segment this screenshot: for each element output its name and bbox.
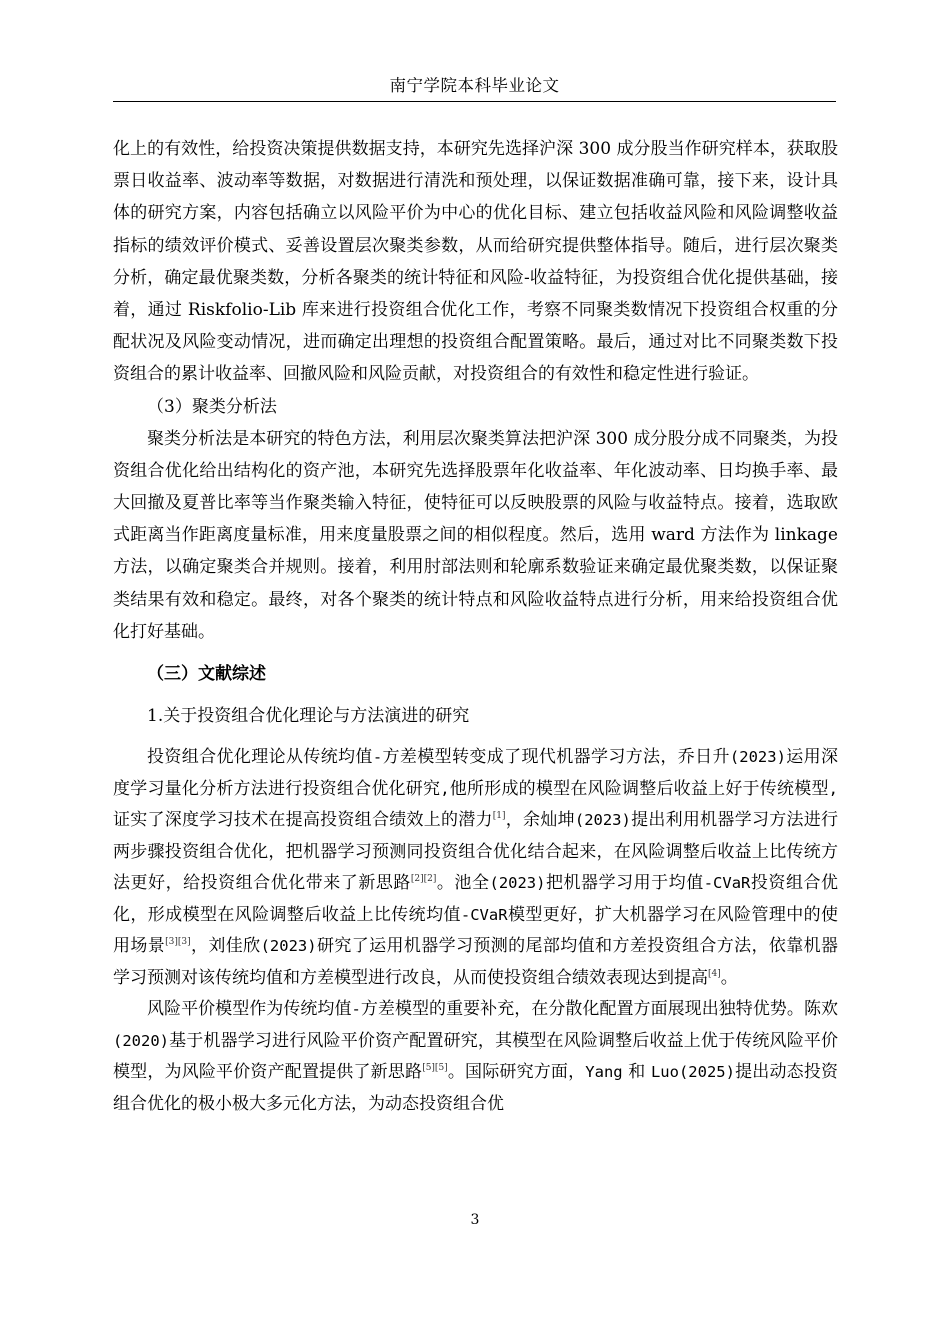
citation-4: [4] — [708, 968, 721, 979]
paragraph-research-design: 化上的有效性，给投资决策提供数据支持，本研究先选择沪深 300 成分股当作研究样本，获取股票日收益率、波动率等数据，对数据进行清洗和预处理，以保证数据准确可靠，接下来，设计具体的研究方案，内容包括确立以风险平价为中心的优化目标、建立包括收益风险和风险调整收益指标的绩效评价模式、妥善设置层次聚类参数，从而给研究提供整体指导。随后，进行层次聚类分析，确定最优聚类数，分析各聚类的统计特征和风险-收益特征，为投资组合优化提供基础，接着，通过 Riskfolio-Lib 库来进行投资组合优化工作，考察不同聚类数情况下投资组合权重的分配状况及风险变动情况，进而确定出理想的投资组合配置策略。最后，通过对比不同聚类数下投资组合的累计收益率、回撤风险和风险贡献，对投资组合的有效性和稳定性进行验证。 — [113, 139, 838, 385]
citation-2: [2][2] — [410, 874, 437, 885]
paragraph-risk-parity: 风险平价模型作为传统均值-方差模型的重要补充，在分散化配置方面展现出独特优势。陈欢(2020)基于机器学习进行风险平价资产配置研究，其模型在风险调整后收益上优于传统风险平价模型，为风险平价资产配置提供了新思路[5][5]。国际研究方面，Yang 和 Luo(2025)提出动态投资组合优化的极小极大多元化方法，为动态投资组合优 — [113, 999, 839, 1114]
running-header: 南宁学院本科毕业论文 — [389, 76, 560, 95]
citation-5: [5][5] — [422, 1063, 448, 1074]
paragraph-cluster-analysis: 聚类分析法是本研究的特色方法，利用层次聚类算法把沪深 300 成分股分成不同聚类，为投资组合优化给出结构化的资产池，本研究先选择股票年化收益率、年化波动率、日均换手率、最大回撤及夏普比率等当作聚类输入特征，使特征可以反映股票的风险与收益特点。接着，选取欧式距离当作距离度量标准，用来度量股票之间的相似程度。然后，选用 ward 方法作为 linkage 方法，以确定聚类合并规则。接着，利用肘部法则和轮廓系数验证来确定最优聚类数，以保证聚类结果有效和稳定。最终，对各个聚类的统计特点和风险收益特点进行分析，用来给投资组合优化打好基础。 — [113, 428, 838, 642]
header-rule — [113, 101, 836, 102]
paragraph-portfolio-theory: 投资组合优化理论从传统均值-方差模型转变成了现代机器学习方法，乔日升(2023)运用深度学习量化分析方法进行投资组合优化研究,他所形成的模型在风险调整后收益上好于传统模型,证实了深度学习技术在提高投资组合绩效上的潜力[1]，余灿坤(2023)提出利用机器学习方法进行两步骤投资组合优化，把机器学习预测同投资组合优化结合起来，在风险调整后收益上比传统方法更好，给投资组合优化带来了新思路[2][2]。池全(2023)把机器学习用于均值-CVaR投资组合优化，形成模型在风险调整后收益上比传统均值-CVaR模型更好，扩大机器学习在风险管理中的使用场景[3][3]，刘佳欣(2023)研究了运用机器学习预测的尾部均值和方差投资组合方法，依靠机器学习预测对该传统均值和方差模型进行改良，从而使投资组合绩效表现达到提高[4]。 — [113, 747, 839, 988]
section-heading-literature-review: （三）文献综述 — [147, 664, 266, 685]
page-number: 3 — [470, 1212, 480, 1228]
subheading-portfolio-theory: 1.关于投资组合优化理论与方法演进的研究 — [147, 706, 470, 727]
citation-3: [3][3] — [165, 937, 191, 948]
citation-1: [1] — [492, 811, 506, 822]
document-body — [113, 133, 838, 1120]
subheading-cluster-analysis: （3）聚类分析法 — [147, 396, 277, 417]
